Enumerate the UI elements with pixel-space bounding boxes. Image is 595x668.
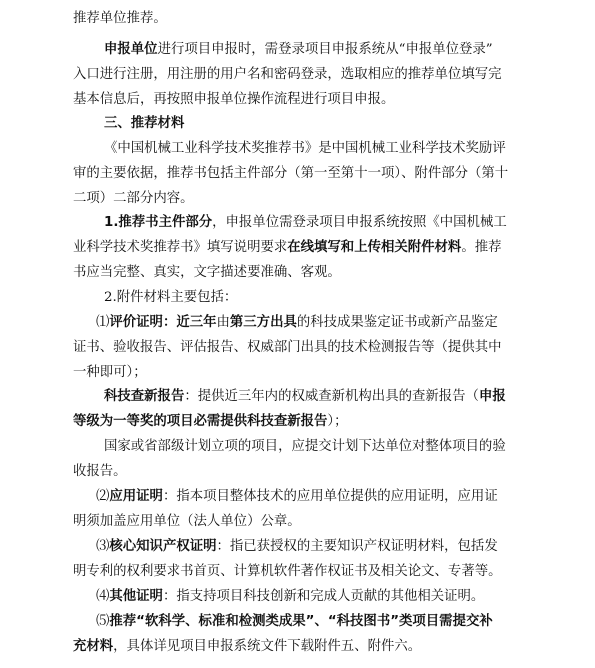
eval-cert-rest: 的科技成果鉴定证书或新产品鉴定 bbox=[296, 315, 498, 330]
item1-bold-2: 在线填写和上传相关附件材料 bbox=[287, 240, 462, 255]
eval-cert-mid: 由 bbox=[216, 315, 230, 330]
applicant-text-3: 基本信息后，再按照申报单位操作流程进行项目申报。 bbox=[73, 92, 395, 107]
recommend-bold-1: 推荐“软科学、标准和检测类成果”、“科技图书”类项目需提交补 bbox=[109, 614, 493, 629]
novelty-text: ：提供近三年内的权威查新机构出具的查新报告（ bbox=[184, 389, 479, 404]
materials-line-3 bbox=[73, 192, 194, 205]
app-cert-line-2 bbox=[73, 515, 301, 528]
recommend-text-2: ，具体详见项目申报系统文件下载附件五、附件六。 bbox=[113, 639, 422, 654]
applicant-label: 申报单位 bbox=[104, 42, 158, 57]
eval-cert-line-1 bbox=[96, 316, 498, 329]
applicant-line-1 bbox=[104, 43, 493, 56]
app-cert-label: 应用证明 bbox=[109, 489, 163, 504]
eval-cert-text-3: 一种即可）； bbox=[73, 365, 147, 380]
intro-tail-text: 推荐单位推荐。 bbox=[73, 11, 167, 26]
other-cert-label: 其他证明 bbox=[109, 589, 163, 604]
item1-text-3: 书应当完整、真实，文字描述要准确、客观。 bbox=[73, 265, 341, 280]
novelty-end-2: ）； bbox=[327, 414, 348, 429]
item1-line-3 bbox=[73, 266, 341, 279]
novelty-line-1 bbox=[104, 390, 506, 403]
other-cert-num: ⑷ bbox=[96, 589, 110, 604]
ip-cert-text: ：指已获授权的主要知识产权证明材料，包括发 bbox=[216, 539, 498, 554]
ip-cert-num: ⑶ bbox=[96, 539, 110, 554]
app-cert-text-2: 明须加盖应用单位（法人单位）公章。 bbox=[73, 514, 301, 529]
other-cert-line bbox=[96, 590, 484, 603]
materials-text-3: 二项）二部分内容。 bbox=[73, 191, 194, 206]
item1-end-2: 。推荐 bbox=[461, 240, 502, 255]
applicant-text-1: 进行项目申报时，需登录项目申报系统从“申报单位登录” bbox=[157, 42, 493, 57]
eval-cert-bold2: 第三方出具 bbox=[229, 315, 297, 330]
novelty-bold-2: 等级为一等奖的项目必需提供科技查新报告 bbox=[73, 414, 328, 429]
item1-line-1 bbox=[104, 216, 507, 229]
recommend-line-1 bbox=[96, 615, 493, 628]
novelty-label: 科技查新报告 bbox=[104, 389, 185, 404]
eval-cert-line-3 bbox=[73, 366, 147, 379]
national-text-2: 收报告。 bbox=[73, 464, 127, 479]
novelty-line-2 bbox=[73, 415, 348, 428]
item1-label: 1.推荐书主件部分 bbox=[104, 215, 213, 230]
national-text-1: 国家或省部级计划立项的项目，应提交计划下达单位对整体项目的验 bbox=[104, 439, 506, 454]
materials-line-1 bbox=[104, 142, 506, 155]
intro-tail-line bbox=[73, 12, 167, 25]
other-cert-text: ：指支持项目科技创新和完成人贡献的其他相关证明。 bbox=[162, 589, 485, 604]
national-line-1 bbox=[104, 440, 506, 453]
item2-heading: 2.附件材料主要包括： bbox=[104, 290, 238, 305]
applicant-line-2 bbox=[73, 68, 502, 81]
applicant-line-3 bbox=[73, 93, 394, 106]
applicant-text-2: 入口进行注册，用注册的用户名和密码登录，选取相应的推荐单位填写完 bbox=[73, 67, 502, 82]
item1-line-2 bbox=[73, 241, 502, 254]
recommend-line-2 bbox=[73, 640, 421, 653]
item1-text-1: ，申报单位需登录项目申报系统按照《中国机械工 bbox=[212, 215, 507, 230]
item1-text-2: 业科学技术奖推荐书》填写说明要求 bbox=[73, 240, 288, 255]
eval-cert-label: 评价证明：近三年 bbox=[109, 315, 217, 330]
ip-cert-line-1 bbox=[96, 540, 498, 553]
materials-line-2 bbox=[73, 167, 508, 180]
section3-heading: 三、推荐材料 bbox=[104, 116, 185, 131]
national-line-2 bbox=[73, 465, 127, 478]
recommend-bold-2: 充材料 bbox=[73, 639, 114, 654]
ip-cert-label: 核心知识产权证明 bbox=[109, 539, 217, 554]
novelty-bold-end: 申报 bbox=[478, 389, 506, 404]
materials-text-2: 审的主要依据，推荐书包括主件部分（第一至第十一项）、附件部分（第十 bbox=[73, 166, 509, 181]
ip-cert-line-2 bbox=[73, 565, 502, 578]
eval-cert-num: ⑴ bbox=[96, 315, 110, 330]
app-cert-line-1 bbox=[96, 490, 498, 503]
recommend-num: ⑸ bbox=[96, 614, 110, 629]
eval-cert-text-2: 证书、验收报告、评估报告、权威部门出具的技术检测报告等（提供其中 bbox=[73, 340, 502, 355]
app-cert-num: ⑵ bbox=[96, 489, 110, 504]
eval-cert-line-2 bbox=[73, 341, 502, 354]
ip-cert-text-2: 明专利的权利要求书首页、计算机软件著作权证书及相关论文、专著等。 bbox=[73, 564, 502, 579]
app-cert-text: ：指本项目整体技术的应用单位提供的应用证明，应用证 bbox=[162, 489, 498, 504]
materials-text-1: 《中国机械工业科学技术奖推荐书》是中国机械工业科学技术奖励评 bbox=[104, 141, 506, 156]
